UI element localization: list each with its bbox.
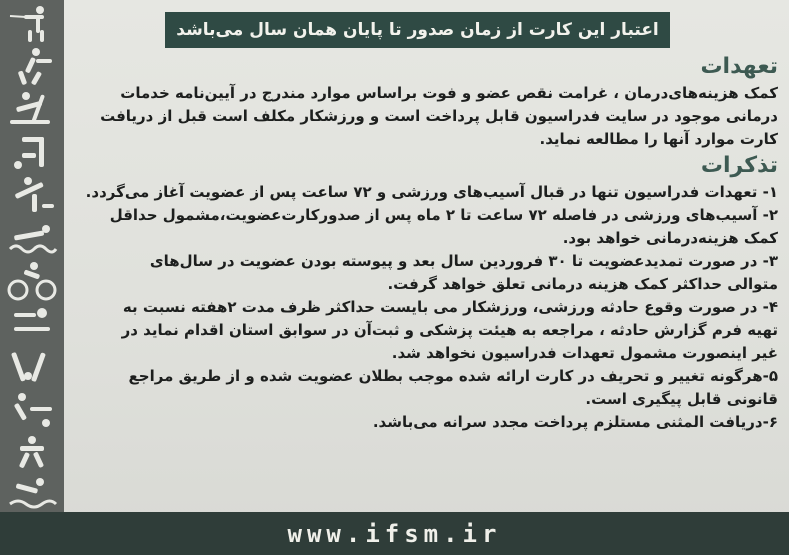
sports-figure-icon xyxy=(6,389,58,431)
commitments-line: کمک هزینه‌های‌درمان ، غرامت نقص عضو و فوت براساس موارد مندرج در آیین‌نامه خدمات xyxy=(120,84,778,102)
commitments-line: کارت موارد آنها را مطالعه نماید. xyxy=(539,130,778,148)
commitments-heading: تعهدات xyxy=(700,54,778,79)
footer-bar xyxy=(0,512,789,555)
notes-line: ۴- در صورت وقوع حادثه ورزشی، ورزشکار می بایست حداکثر ظرف مدت ۲هفته نسبت به xyxy=(122,298,778,316)
sports-figure-icon xyxy=(6,346,58,388)
fencing-icon xyxy=(6,2,58,44)
notes-line: تهیه فرم گزارش حادثه ، مراجعه به هیئت پزشکی و ثبت‌آن در سوابق استان اقدام نماید در xyxy=(121,321,778,339)
notes-line: متوالی حداکثر کمک هزینه درمانی تعلق خواهد گرفت. xyxy=(387,275,778,293)
validity-banner-text: اعتبار این کارت از زمان صدور تا پایان همان سال می‌باشد xyxy=(176,20,659,40)
notes-line: کمک هزینه‌درمانی خواهد بود. xyxy=(562,229,778,247)
sports-figure-icon xyxy=(6,131,58,173)
website-url: www.ifsm.ir xyxy=(287,519,502,548)
sports-pictogram-strip xyxy=(0,0,64,512)
sports-figure-icon xyxy=(6,472,58,514)
sports-figure-icon xyxy=(6,432,58,474)
sports-figure-icon xyxy=(6,303,58,345)
swimming-icon xyxy=(6,217,58,259)
sports-figure-icon xyxy=(6,174,58,216)
card-content xyxy=(72,52,778,512)
notes-line: ۳- در صورت تمدیدعضویت تا ۳۰ فروردین سال بعد و پیوسته بودن عضویت در سال‌های xyxy=(149,252,778,270)
notes-heading: تذکرات xyxy=(700,153,778,178)
notes-line: ۲- آسیب‌های ورزشی در فاصله ۷۲ ساعت تا ۲ ماه پس از صدورکارت‌عضویت،مشمول حداقل xyxy=(109,206,778,224)
notes-line: ۵-هرگونه تغییر و تحریف در کارت ارائه شده موجب بطلان عضویت شده و از طریق مراجع xyxy=(128,367,778,385)
notes-line: ۶-دریافت المثنی مستلزم پرداخت مجدد سرانه می‌باشد. xyxy=(372,413,778,431)
cycling-icon xyxy=(6,260,58,302)
notes-line: غیر اینصورت مشمول تعهدات فدراسیون نخواهد شد. xyxy=(391,344,778,362)
validity-banner xyxy=(165,12,670,48)
rowing-icon xyxy=(6,88,58,130)
notes-list xyxy=(72,181,778,434)
sports-figure-icon xyxy=(6,45,58,87)
notes-line: ۱- تعهدات فدراسیون تنها در قبال آسیب‌های ورزشی و ۷۲ ساعت پس از عضویت آغاز می‌گردد. xyxy=(85,183,778,201)
notes-line: قانونی قابل پیگیری است. xyxy=(585,390,778,408)
commitments-line: درمانی موجود در سایت فدراسیون قابل پرداخت است و ورزشکار مکلف است قبل از دریافت xyxy=(100,107,778,125)
